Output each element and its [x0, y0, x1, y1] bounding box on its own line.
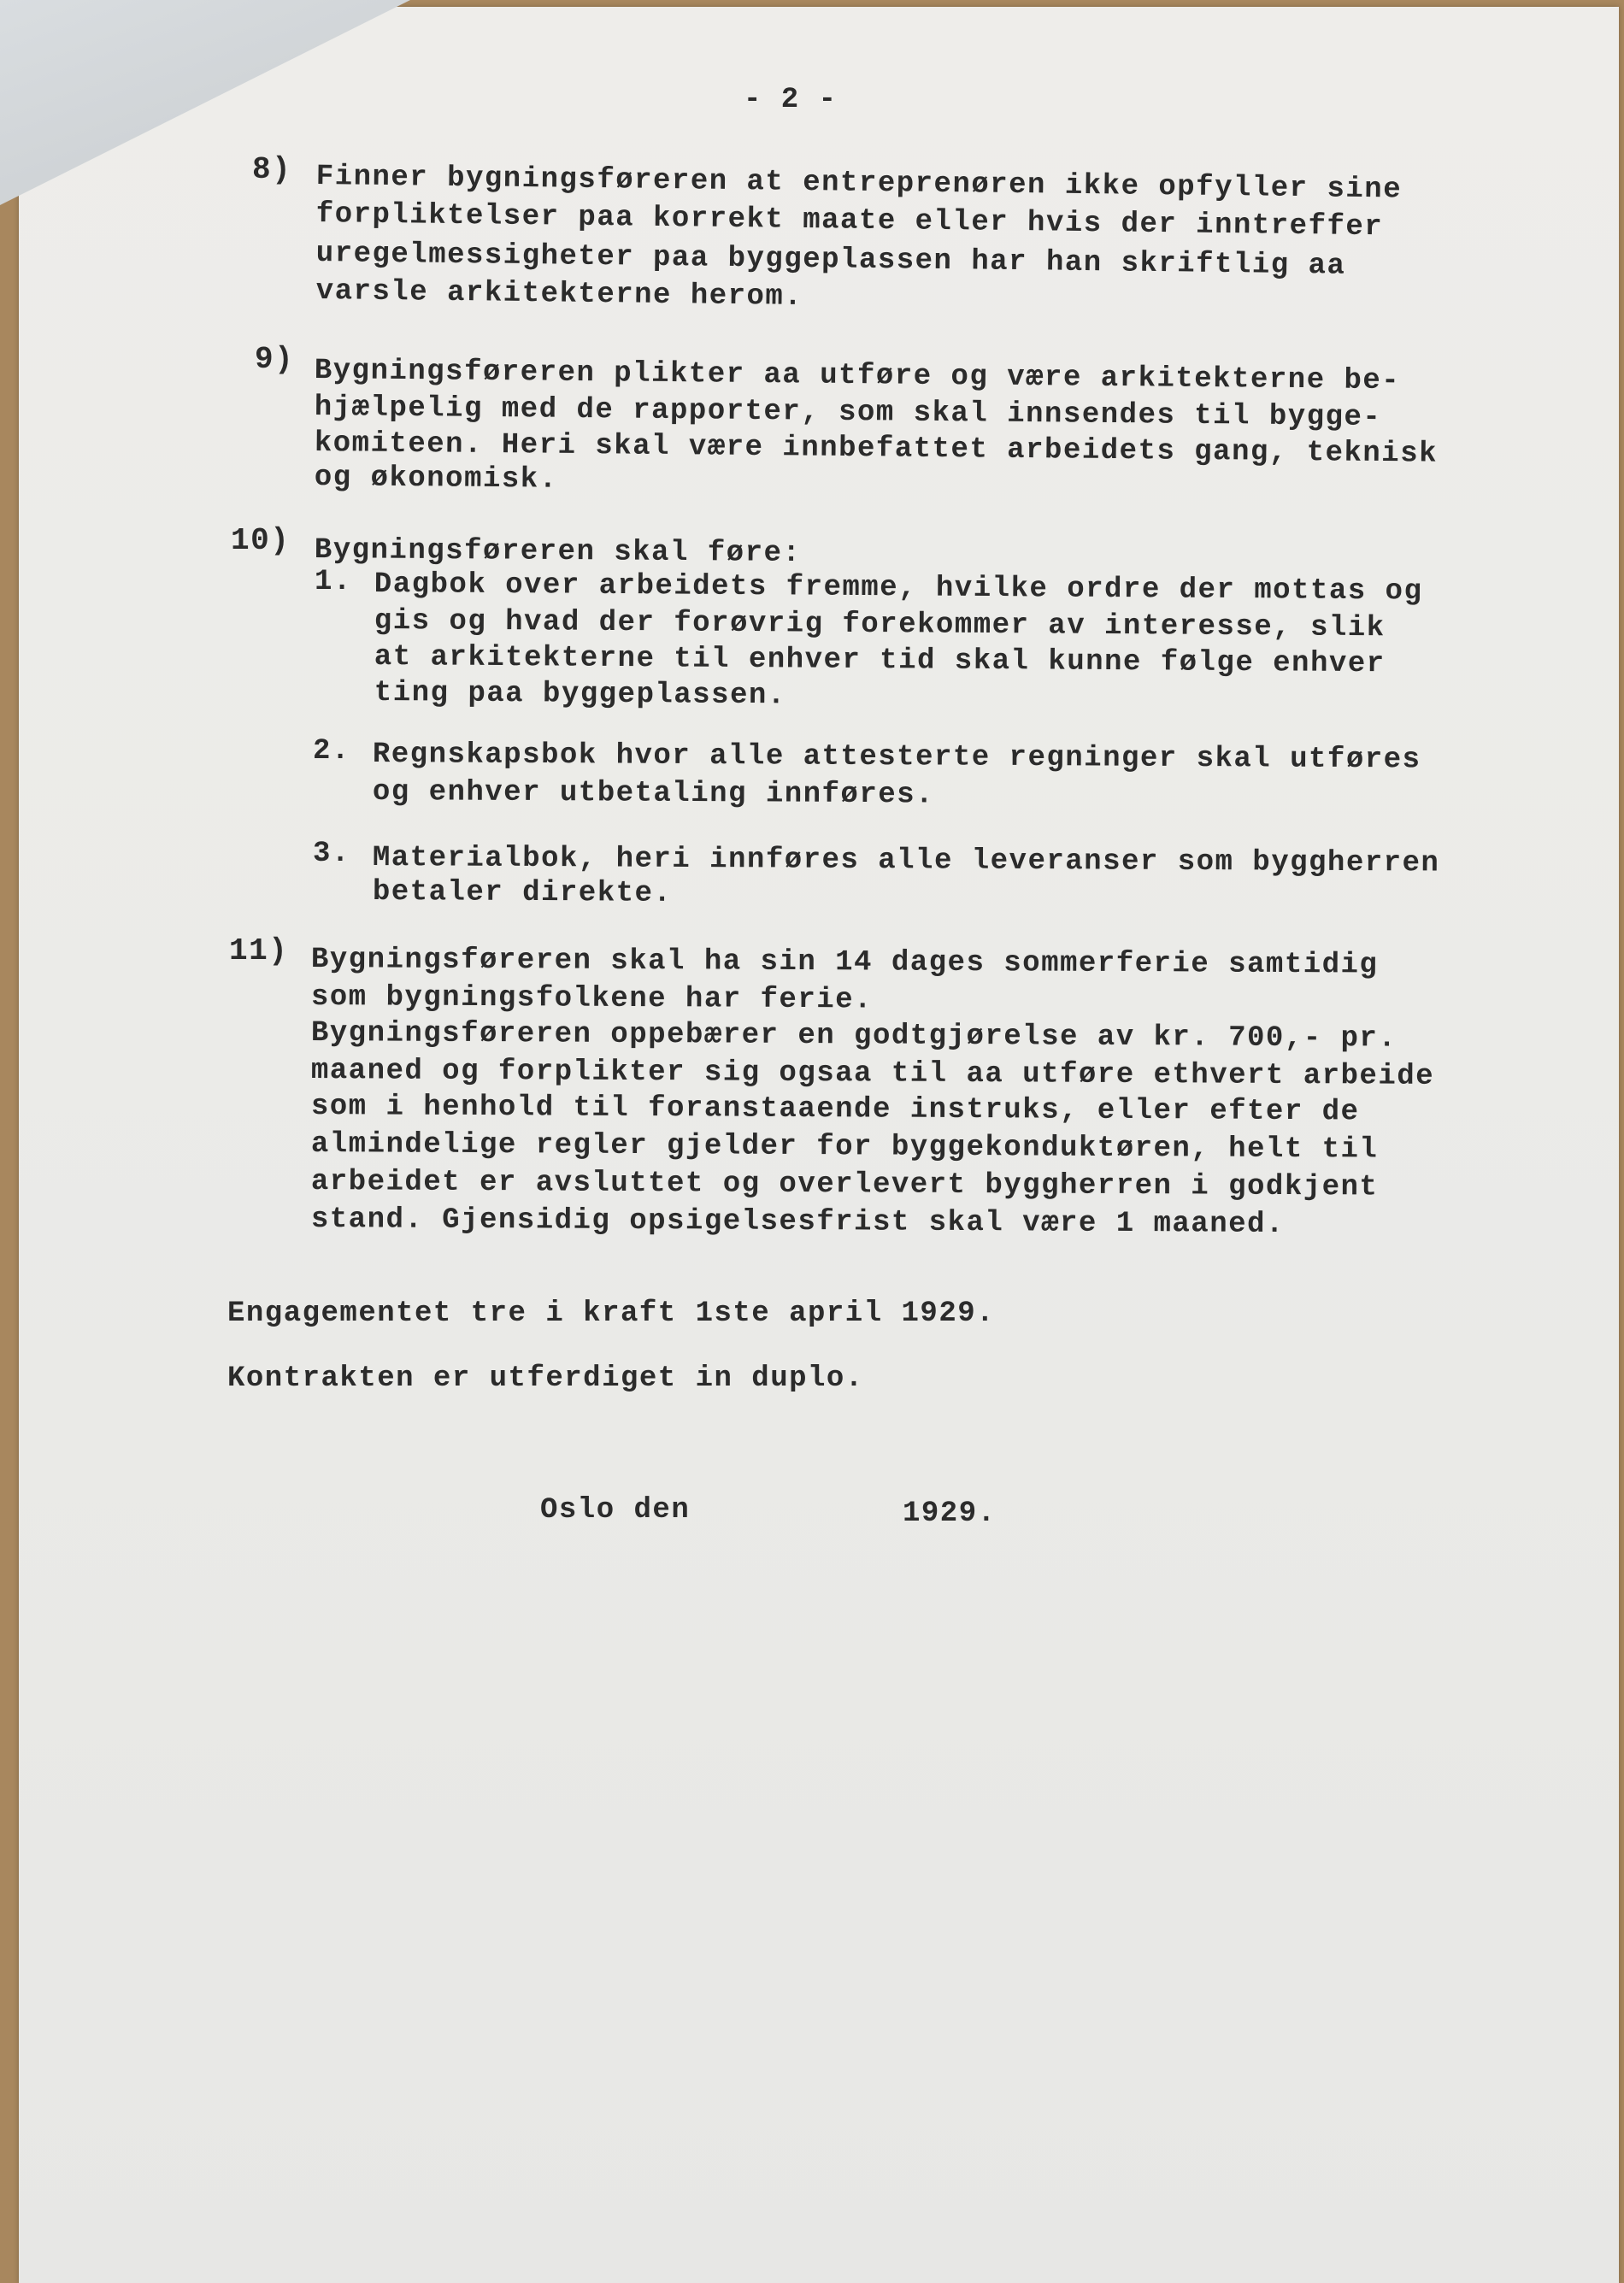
- section-9-line: og økonomisk.: [314, 462, 558, 497]
- section-10-item-1-line: ting paa byggeplassen.: [374, 677, 786, 713]
- place-date: Oslo den: [540, 1494, 691, 1527]
- section-9-line: hjælpelig med de rapporter, som skal innsendes til bygge-: [314, 391, 1382, 434]
- section-10-item-2-line: Regnskapsbok hvor alle attesterte regninger skal utføres: [372, 738, 1421, 777]
- section-10-item-3-number: 3.: [313, 838, 350, 870]
- section-9-line: Bygningsføreren plikter aa utføre og være arkitekterne be-: [314, 355, 1401, 398]
- page-number: - 2 -: [744, 84, 838, 116]
- section-8-line: uregelmessigheter paa byggeplassen har han skriftlig aa: [315, 238, 1346, 283]
- section-11-line: almindelige regler gjelder for byggekonduktøren, helt til: [310, 1128, 1379, 1167]
- section-10-item-1-number: 1.: [315, 566, 352, 598]
- section-11-number: 11): [229, 933, 289, 968]
- section-11-line: stand. Gjensidig opsigelsesfrist skal være 1 maaned.: [310, 1203, 1285, 1241]
- section-10-item-2-number: 2.: [313, 735, 350, 768]
- section-11-line: arbeidet er avsluttet og overlevert byggherren i godkjent: [310, 1166, 1379, 1204]
- section-10-item-3-line: betaler direkte.: [372, 876, 673, 910]
- section-11-line: Bygningsføreren oppebærer en godtgjørelse av kr. 700,- pr.: [310, 1017, 1397, 1056]
- section-10-item-1-line: at arkitekterne til enhver tid skal kunne følge enhver: [374, 641, 1386, 681]
- section-10-item-1-line: gis og hvad der forøvrig forekommer av interesse, slik: [374, 605, 1386, 645]
- section-8-line: forpliktelser paa korrekt maate eller hvis der inntreffer: [315, 198, 1384, 244]
- section-10-number: 10): [231, 523, 291, 558]
- section-9-line: komiteen. Heri skal være innbefattet arbeidets gang, teknisk: [314, 427, 1439, 471]
- section-8-line: Finner bygningsføreren at entreprenøren ikke opfyller sine: [315, 161, 1403, 207]
- section-11-line: Bygningsføreren skal ha sin 14 dages sommerferie samtidig: [310, 944, 1379, 982]
- section-11-line: maaned og forplikter sig ogsaa til aa utføre ethvert arbeide: [310, 1055, 1435, 1093]
- section-10-item-3-line: Materialbok, heri innføres alle leveranser som byggherren: [372, 842, 1440, 880]
- section-9-number: 9): [255, 342, 295, 377]
- section-10-item-2-line: og enhver utbetaling innføres.: [372, 776, 935, 812]
- signature-year: 1929.: [903, 1497, 997, 1530]
- engagement-line: Engagementet tre i kraft 1ste april 1929.: [227, 1297, 996, 1330]
- section-11-line: som bygningsfolkene har ferie.: [310, 981, 874, 1017]
- section-11-line: som i henhold til foranstaaende instruks, eller efter de: [310, 1091, 1360, 1129]
- section-8-number: 8): [252, 152, 292, 187]
- section-10-item-1-line: Dagbok over arbeidets fremme, hvilke ordre der mottas og: [374, 568, 1423, 609]
- section-10-intro: Bygningsføreren skal føre:: [314, 534, 802, 570]
- section-8-line: varsle arkitekterne herom.: [315, 275, 803, 314]
- duplicate-line: Kontrakten er utferdiget in duplo.: [227, 1362, 864, 1395]
